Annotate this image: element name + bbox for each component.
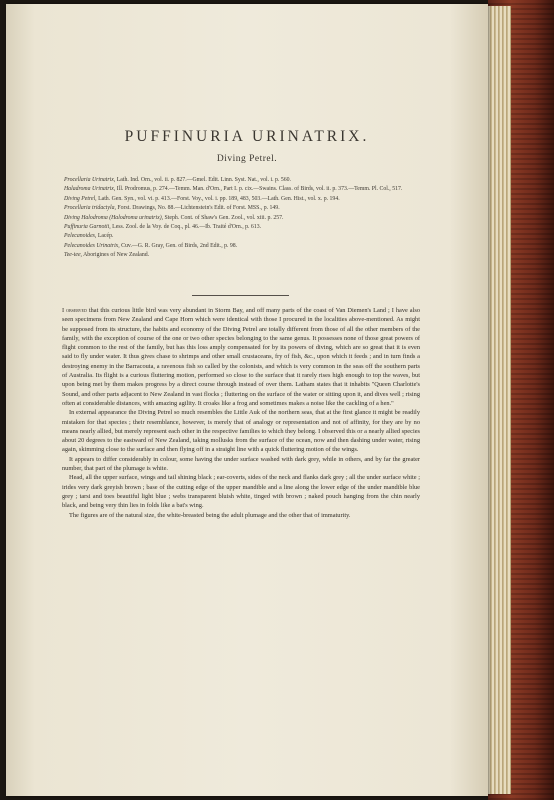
synonym-entry bbox=[64, 223, 409, 232]
description-text bbox=[62, 306, 420, 520]
synonym-reference: Cuv.—G. R. Gray, Gen. of Birds, 2nd Edit., p. 98. bbox=[121, 242, 238, 249]
synonym-entry bbox=[64, 214, 409, 223]
paragraph: The figures are of the natural size, the white-breasted being the adult plumage and the other that of immaturity. bbox=[69, 511, 351, 519]
synonym-reference: Lath. Gen. Syn., vol. vi. p. 413.—Forst. Voy., vol. i. pp. 189, 483, 503.—Lath. Gen. Hist., vol. x. p. 194. bbox=[98, 195, 340, 202]
synonym-name: Tee-tee, bbox=[64, 252, 82, 259]
synonym-entry bbox=[64, 242, 409, 251]
synonym-entry bbox=[64, 176, 409, 185]
synonym-name: Puffinuria Garnotii, bbox=[64, 224, 111, 231]
synonym-reference: Aborigines of New Zealand. bbox=[83, 252, 150, 259]
synonym-entry bbox=[64, 185, 409, 194]
section-divider bbox=[192, 295, 289, 296]
synonym-reference: Less. Zool. de la Voy. de Coq., pl. 46.—Ib. Traité d'Orn., p. 613. bbox=[112, 224, 262, 231]
species-title: PUFFINURIA URINATRIX. bbox=[124, 128, 370, 145]
synonym-name: Haladroma Urinatrix, bbox=[64, 186, 116, 193]
synonym-name: Procellaria tridactyla, bbox=[64, 205, 116, 212]
synonym-entry bbox=[64, 195, 409, 204]
paragraph-text: that this curious little bird was very abundant in Storm Bay, and off many parts of the coast of Van Diemen's Land ; I have also seen specimens from New Zealand and Cape Horn which were identical with those I procured in the localities above-mentioned. As might be supposed from its structure, the habits and economy of the Diving Petrel are totally different from those of all the other members of the family, with the exception of course of the one or two other species belonging to the same genus. It possesses none of those great powers of flight common to the rest of the family, but has this loss amply compensated for by its powers of diving, which are so great that it is even said to fly under water. It thus gives chase to shrimps and other small crustaceans, fry of fish, &c., upon which it feeds ; and in turn finds a destroying enemy in the Barracouta, a ravenous fish so called by the colonists, and which is very common in the seas off the southern parts of Australia. Its flight is a curious fluttering motion, performed so close to the surface that it rarely rises high enough to top the waves, but upon being met by them makes progress by a direct course through instead of over them. Latham states that it inhabits "Queen Charlotte's Sound, and other parts adjacent to New Zealand in vast flocks ; fluttering on the surface of the water or sitting upon it, and dives well ; rising often at considerable distances, with amazing agility. It croaks like a frog and sometimes makes a noise like the cackling of a hen." bbox=[62, 307, 421, 407]
synonym-name: Pelecanoides, bbox=[64, 233, 97, 240]
synonym-name: Pelecanoides Urinatrix, bbox=[64, 242, 120, 249]
paragraph: It appears to differ considerably in colour, some having the under surface washed with dark grey, while in others, and by far the greater number, that part of the plumage is white. bbox=[62, 455, 420, 473]
synonym-entry bbox=[64, 251, 409, 260]
paragraph: In external appearance the Diving Petrel so much resembles the Little Auk of the northern seas, that at the first glance it might be readily mistaken for that species ; their resemblance, however, is merely that of analogy or representation and not of affinity, for they are by no means nearly allied, but merely represent each other in the respective families to which they belong. I observed this or a nearly allied species about 20 degrees to the eastward of New Zealand, taking mollusks from the surface of the ocean, now and then dashing under water, rising again, skimming close to the surface and then flying off in a straight line with a quick fluttering motion of the wings. bbox=[62, 409, 420, 454]
synonym-entry bbox=[64, 232, 409, 241]
synonym-reference: Lacép. bbox=[97, 233, 114, 240]
paragraph bbox=[62, 306, 420, 408]
synonym-name: Diving Petrel, bbox=[64, 195, 97, 202]
synonym-reference: Steph. Cont. of Shaw's Gen. Zool., vol. xiii. p. 257. bbox=[164, 214, 284, 221]
synonymy-list bbox=[64, 176, 409, 261]
synonym-name: Procellaria Urinatrix, bbox=[64, 177, 116, 183]
synonym-reference: Ill. Prodromus, p. 274.—Temm. Man. d'Orn., Part I. p. cix.—Swains. Class. of Birds, vol. ii. p. 373.—Temm. Pl. Col., 517. bbox=[116, 186, 403, 193]
synonym-entry bbox=[64, 204, 409, 213]
synonym-reference: Lath. Ind. Orn., vol. ii. p. 827.—Gmel. Edit. Linn. Syst. Nat., vol. i. p. 560. bbox=[116, 177, 291, 183]
lead-word: I observed bbox=[62, 307, 87, 314]
book-page bbox=[6, 4, 488, 796]
synonym-reference: Forst. Drawings, No. 88.—Lichtenstein's Edit. of Forst. MSS., p. 149. bbox=[117, 205, 280, 212]
common-name: Diving Petrel. bbox=[216, 154, 278, 164]
synonym-name: Diving Halodroma (Halodroma urinatrix), bbox=[64, 214, 164, 221]
paragraph: Head, all the upper surface, wings and tail shining black ; ear-coverts, sides of the neck and flanks dark grey ; all the under surface white ; irides very dark greyish brown ; base of the cutting edge of the upper mandible and a line along the lower edge of the under mandible blue grey ; tarsi and toes beautiful light blue ; webs transparent bluish white, tinged with brown ; naked pouch hanging from the chin nearly black, and being very thin lies in folds like a bat's wing. bbox=[62, 474, 420, 510]
